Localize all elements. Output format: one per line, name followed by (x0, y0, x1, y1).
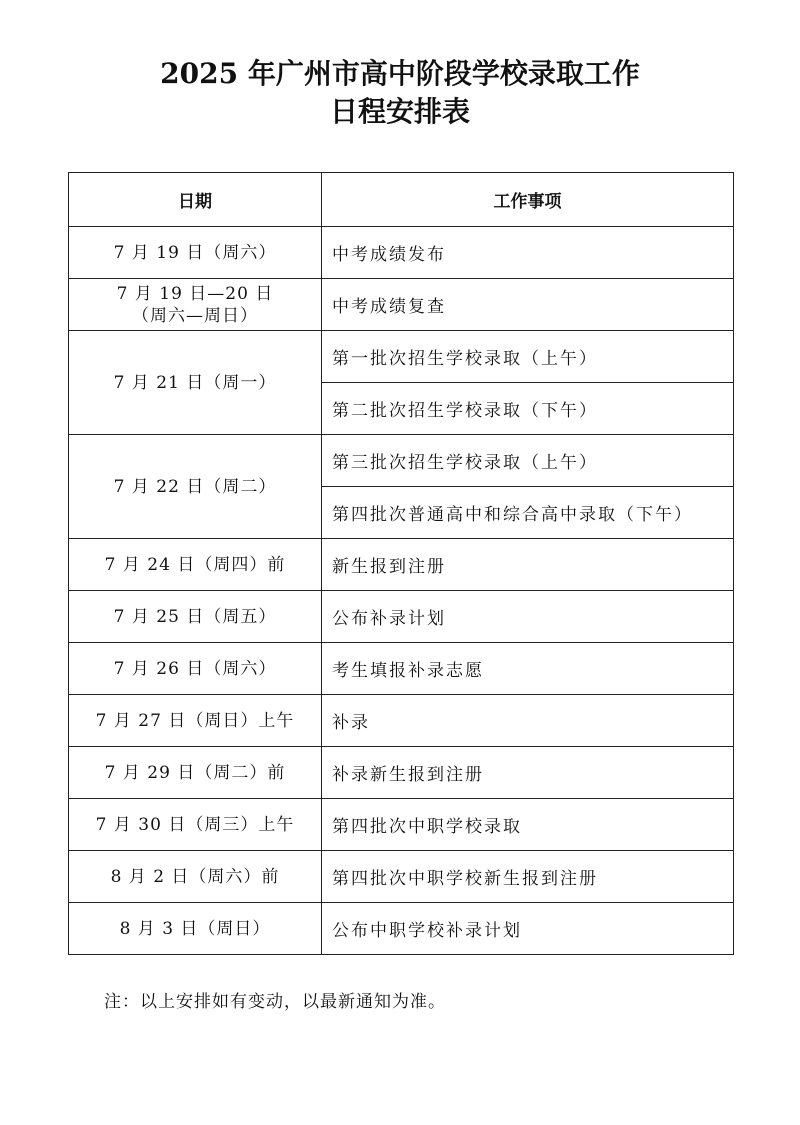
date-text: （周六—周日） (132, 305, 258, 326)
table-row (69, 279, 734, 331)
date-cell (69, 591, 322, 643)
item-cell: 第四批次中职学校录取 (322, 799, 734, 851)
table-row (69, 591, 734, 643)
date-text: 8 月 3 日（周日） (119, 918, 271, 939)
table-row (69, 799, 734, 851)
table-row (69, 331, 734, 383)
table-row (69, 539, 734, 591)
footnote: 注：以上安排如有变动，以最新通知为准。 (104, 992, 446, 1012)
date-cell (69, 539, 322, 591)
item-cell: 考生填报补录志愿 (322, 643, 734, 695)
date-text: 7 月 19 日—20 日 (116, 283, 274, 304)
date-cell (69, 331, 322, 435)
document-title-line-1: 2025 年广州市高中阶段学校录取工作 (160, 57, 640, 90)
date-text: 7 月 27 日（周日）上午 (95, 710, 295, 731)
table-row (69, 695, 734, 747)
item-cell: 第四批次中职学校新生报到注册 (322, 851, 734, 903)
table-row (69, 435, 734, 487)
date-cell (69, 747, 322, 799)
table-row (69, 227, 734, 279)
date-cell (69, 279, 322, 331)
table-row (69, 903, 734, 955)
column-header-item: 工作事项 (322, 173, 734, 227)
date-cell (69, 695, 322, 747)
item-cell: 公布中职学校补录计划 (322, 903, 734, 955)
date-text: 7 月 22 日（周二） (113, 476, 277, 497)
item-cell: 公布补录计划 (322, 591, 734, 643)
date-text: 8 月 2 日（周六）前 (110, 866, 280, 887)
table-row (69, 851, 734, 903)
column-header-date: 日期 (69, 173, 322, 227)
date-text: 7 月 24 日（周四）前 (104, 554, 286, 575)
document-title-line-2: 日程安排表 (329, 95, 470, 128)
date-text: 7 月 26 日（周六） (113, 658, 277, 679)
date-text: 7 月 29 日（周二）前 (104, 762, 286, 783)
item-cell: 第二批次招生学校录取（下午） (322, 383, 734, 435)
date-cell (69, 435, 322, 539)
schedule-table (68, 172, 734, 955)
date-cell (69, 851, 322, 903)
item-cell: 新生报到注册 (322, 539, 734, 591)
date-text: 7 月 30 日（周三）上午 (95, 814, 295, 835)
item-cell: 第三批次招生学校录取（上午） (322, 435, 734, 487)
item-cell: 补录 (322, 695, 734, 747)
date-cell (69, 903, 322, 955)
table-row (69, 643, 734, 695)
date-cell (69, 799, 322, 851)
item-cell: 补录新生报到注册 (322, 747, 734, 799)
date-cell (69, 227, 322, 279)
date-text: 7 月 19 日（周六） (113, 242, 277, 263)
item-cell: 中考成绩发布 (322, 227, 734, 279)
item-cell: 第四批次普通高中和综合高中录取（下午） (322, 487, 734, 539)
date-cell (69, 643, 322, 695)
date-text: 7 月 21 日（周一） (113, 372, 277, 393)
table-header-row (69, 173, 734, 227)
item-cell: 第一批次招生学校录取（上午） (322, 331, 734, 383)
table-row (69, 747, 734, 799)
item-cell: 中考成绩复查 (322, 279, 734, 331)
date-text: 7 月 25 日（周五） (113, 606, 277, 627)
